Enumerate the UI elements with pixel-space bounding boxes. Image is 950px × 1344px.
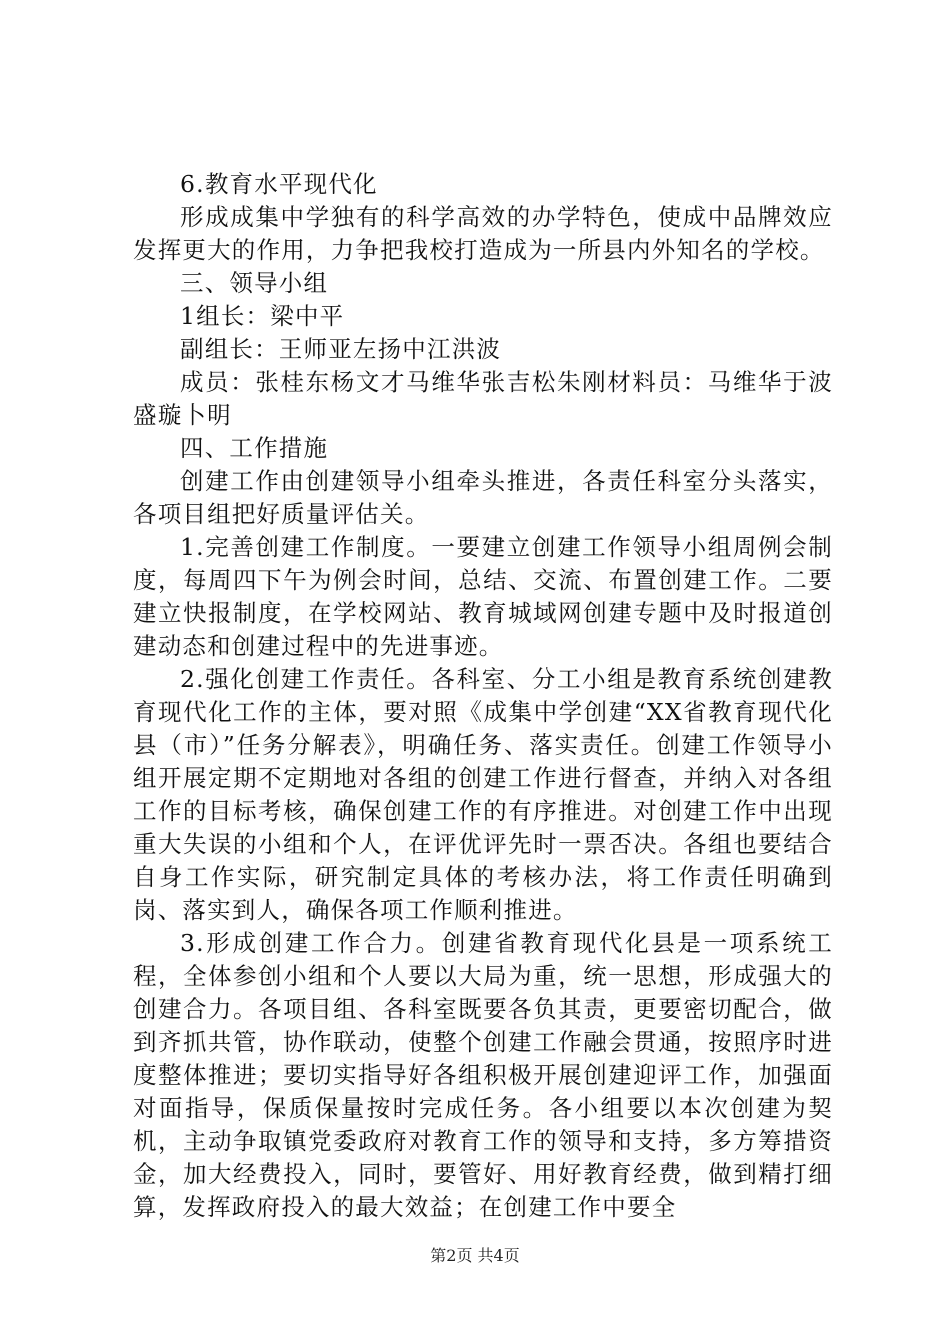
document-body [133, 168, 833, 1224]
paragraph-school-characteristics: 形成成集中学独有的科学高效的办学特色，使成中品牌效应发挥更大的作用，力争把我校打造成为一所县内外知名的学校。 [133, 203, 833, 264]
paragraph-measure-1: 1.完善创建工作制度。一要建立创建工作领导小组周例会制度，每周四下午为例会时间，总结、交流、布置创建工作。二要建立快报制度，在学校网站、教育城域网创建专题中及时报道创建动态和创建过程中的先进事迹。 [133, 533, 833, 660]
deputy-leader-line: 副组长：王师亚左扬中江洪波 [180, 335, 502, 363]
section-heading-leadership-group: 三、领导小组 [180, 269, 329, 297]
section-heading-education-modernization: 6.教育水平现代化 [180, 170, 378, 198]
section-heading-work-measures: 四、工作措施 [180, 434, 329, 462]
paragraph-measure-3: 3.形成创建工作合力。创建省教育现代化县是一项系统工程，全体参创小组和个人要以大局为重，统一思想，形成强大的创建合力。各项目组、各科室既要各负其责，更要密切配合，做到齐抓共管，协作联动，使整个创建工作融会贯通，按照序时进度整体推进；要切实指导好各组积极开展创建迎评工作，加强面对面指导，保质保量按时完成任务。各小组要以本次创建为契机，主动争取镇党委政府对教育工作的领导和支持，多方筹措资金，加大经费投入，同时，要管好、用好教育经费，做到精打细算，发挥政府投入的最大效益；在创建工作中要全 [133, 929, 833, 1221]
paragraph-measure-2: 2.强化创建工作责任。各科室、分工小组是教育系统创建教育现代化工作的主体，要对照《成集中学创建“XX省教育现代化县（市）”任务分解表》，明确任务、落实责任。创建工作领导小组开展定期不定期地对各组的创建工作进行督查，并纳入对各组工作的目标考核，确保创建工作的有序推进。对创建工作中出现重大失误的小组和个人，在评优评先时一票否决。各组也要结合自身工作实际，研究制定具体的考核办法，将工作责任明确到岗、落实到人，确保各项工作顺利推进。 [133, 665, 833, 924]
leader-line: 1组长：梁中平 [180, 302, 345, 330]
members-line: 成员：张桂东杨文才马维华张吉松朱刚材料员：马维华于波盛璇卜明 [133, 368, 833, 429]
page-number-footer: 第2页 共4页 [430, 1246, 520, 1265]
paragraph-work-overview: 创建工作由创建领导小组牵头推进，各责任科室分头落实，各项目组把好质量评估关。 [133, 467, 833, 528]
